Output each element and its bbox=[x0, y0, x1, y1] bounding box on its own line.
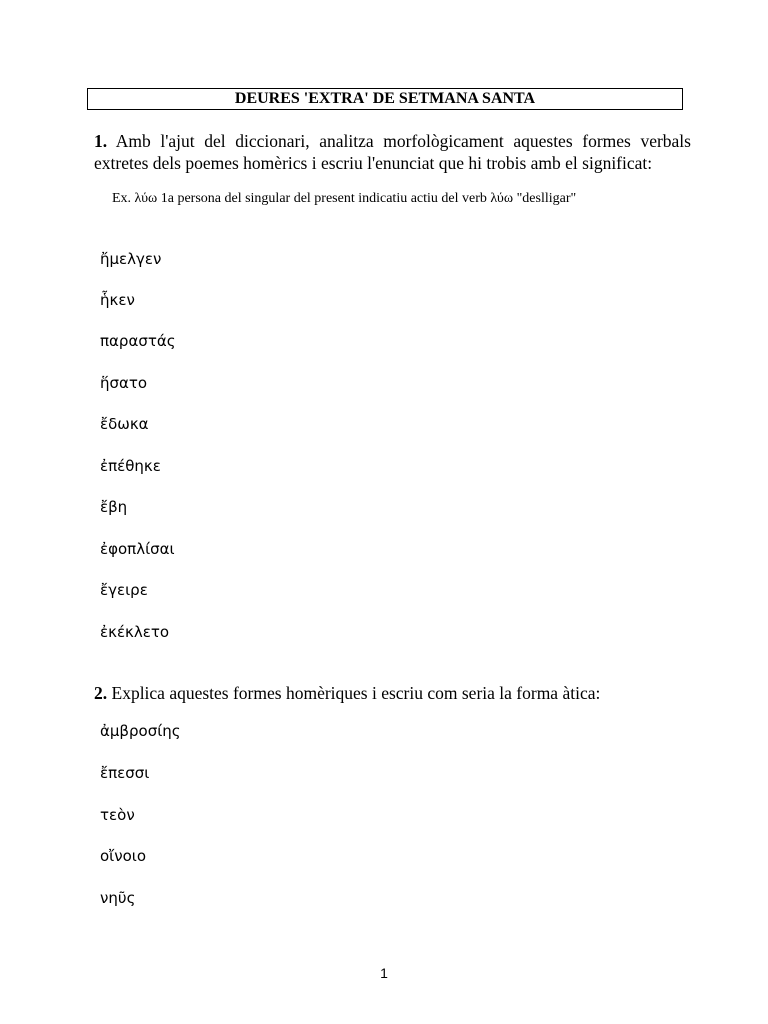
question-1-word: ἐπέθηκε bbox=[100, 457, 161, 475]
question-1-number: 1. bbox=[94, 131, 108, 151]
question-1-word: ἐκέκλετο bbox=[100, 623, 170, 641]
question-1-example: Ex. λύω 1a persona del singular del present indicatiu actiu del verb λύω "deslligar" bbox=[112, 191, 577, 206]
question-1-text: Amb l'ajut del diccionari, analitza morfològicament aquestes formes verbals extretes dels poemes homèrics i escriu l'enunciat que hi trobis amb el significat: bbox=[94, 131, 691, 173]
question-1-word: ἥσατο bbox=[100, 374, 148, 392]
question-2-word: τεὸν bbox=[100, 806, 135, 824]
question-1-word: ἧκεν bbox=[100, 291, 135, 309]
document-title: DEURES 'EXTRA' DE SETMANA SANTA bbox=[87, 88, 683, 110]
question-1 bbox=[94, 130, 691, 174]
question-1-word: παραστάς bbox=[100, 332, 176, 350]
question-2 bbox=[94, 682, 694, 704]
page-number: 1 bbox=[380, 965, 388, 981]
question-2-number: 2. bbox=[94, 683, 108, 703]
question-1-word: ἔγειρε bbox=[100, 581, 148, 599]
question-2-word: ἀμβροσίης bbox=[100, 722, 181, 740]
question-2-word: ἔπεσσι bbox=[100, 764, 150, 782]
question-1-word: ἐφοπλίσαι bbox=[100, 540, 175, 558]
question-2-text: Explica aquestes formes homèriques i escriu com seria la forma àtica: bbox=[111, 683, 601, 703]
question-1-word: ἤμελγεν bbox=[100, 250, 162, 268]
question-2-word: οἴνοιο bbox=[100, 847, 147, 865]
question-2-word: νηῦς bbox=[100, 889, 136, 907]
question-1-word: ἔβη bbox=[100, 498, 128, 516]
question-1-word: ἔδωκα bbox=[100, 415, 149, 433]
